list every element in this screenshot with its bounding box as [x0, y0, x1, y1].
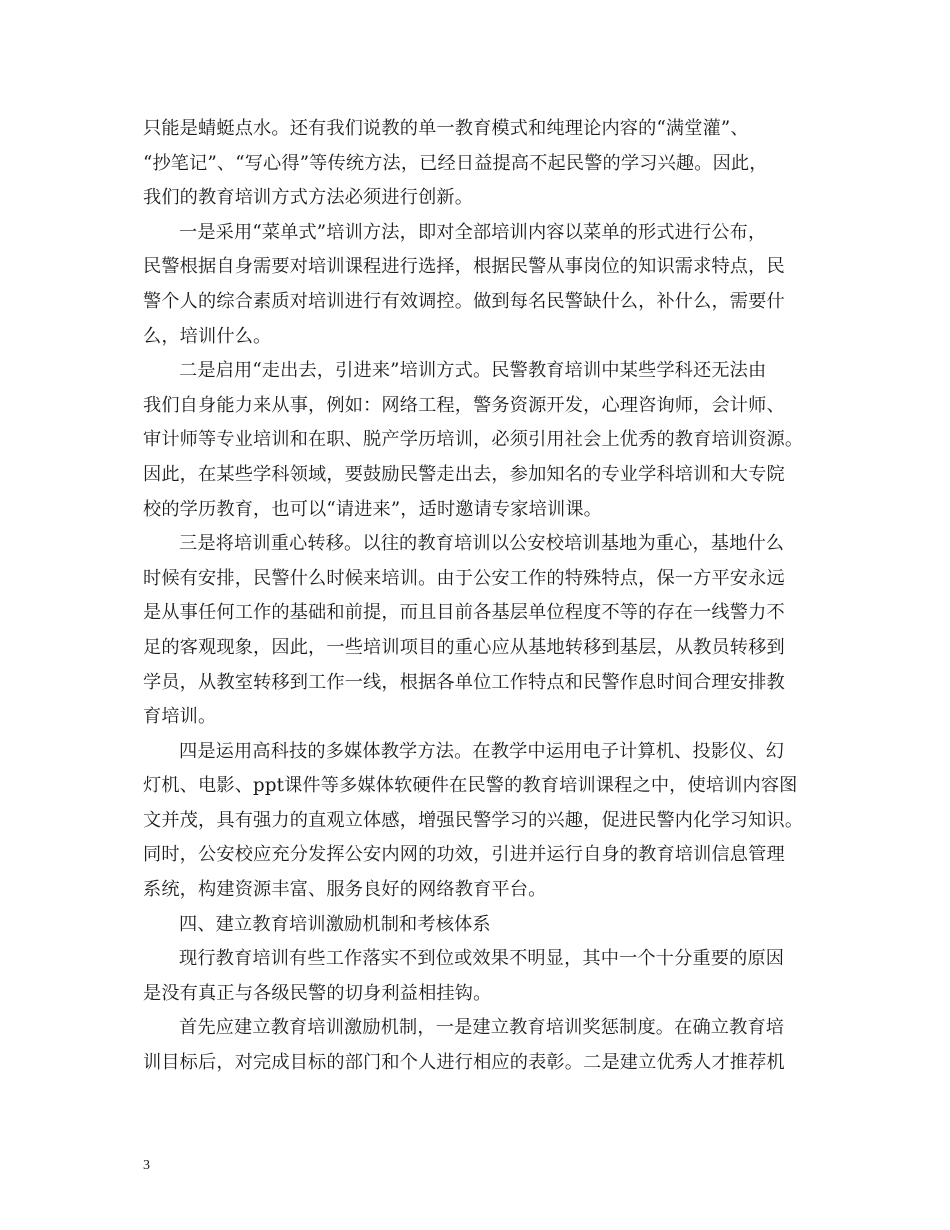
text-line: 时候有安排，民警什么时候来培训。由于公安工作的特殊特点，保一方平安永远: [143, 567, 785, 589]
text-line: 么，培训什么。: [143, 325, 272, 347]
text-line: 是从事任何工作的基础和前提，而且目前各基层单位程度不等的存在一线警力不: [143, 602, 785, 624]
text-line: 校的学历教育，也可以“请进来”，适时邀请专家培训课。: [143, 498, 602, 520]
text-line: “抄笔记”、“写心得”等传统方法，已经日益提高不起民警的学习兴趣。因此，: [143, 152, 768, 174]
paragraph-first-line: 三是将培训重心转移。以往的教育培训以公安校培训基地为重心，基地什么: [179, 533, 785, 555]
text-line: 我们自身能力来从事，例如：网络工程，警务资源开发，心理咨询师，会计师、: [143, 394, 785, 416]
paragraph-first-line: 二是启用“走出去，引进来”培训方式。民警教育培训中某些学科还无法由: [179, 360, 767, 382]
text-line: 足的客观现象，因此，一些培训项目的重心应从基地转移到基层，从教员转移到: [143, 636, 785, 658]
document-body: [143, 112, 833, 1081]
text-line: 学员，从教室转移到工作一线，根据各单位工作特点和民警作息时间合理安排教: [143, 671, 785, 693]
page-number: 3: [143, 1158, 150, 1173]
text-line: 灯机、电影、ppt课件等多媒体软硬件在民警的教育培训课程之中，使培训内容图: [143, 775, 798, 797]
section-heading: 四、建立教育培训激励机制和考核体系: [179, 913, 491, 935]
text-line: 我们的教育培训方式方法必须进行创新。: [143, 187, 474, 209]
text-line: 只能是蜻蜓点水。还有我们说教的单一教育模式和纯理论内容的“满堂灌”、: [143, 118, 749, 139]
text-line: 文并茂，具有强力的直观立体感，增强民警学习的兴趣，促进民警内化学习知识。: [143, 809, 804, 831]
text-line: 审计师等专业培训和在职、脱产学历培训，必须引用社会上优秀的教育培训资源。: [143, 429, 804, 451]
paragraph-first-line: 一是采用“菜单式”培训方法，即对全部培训内容以菜单的形式进行公布，: [179, 221, 767, 243]
text-line: 是没有真正与各级民警的切身利益相挂钩。: [143, 982, 492, 1004]
paragraph-first-line: 首先应建立教育培训激励机制，一是建立教育培训奖惩制度。在确立教育培: [179, 1017, 785, 1039]
paragraph-first-line: 四是运用高科技的多媒体教学方法。在教学中运用电子计算机、投影仪、幻: [179, 740, 785, 762]
text-line: 警个人的综合素质对培训进行有效调控。做到每名民警缺什么，补什么，需要什: [143, 290, 785, 312]
text-line: 同时，公安校应充分发挥公安内网的功效，引进并运行自身的教育培训信息管理: [143, 844, 785, 866]
text-line: 民警根据自身需要对培训课程进行选择，根据民警从事岗位的知识需求特点，民: [143, 256, 785, 278]
paragraph-first-line: 现行教育培训有些工作落实不到位或效果不明显，其中一个十分重要的原因: [179, 948, 785, 970]
text-line: 系统，构建资源丰富、服务良好的网络教育平台。: [143, 879, 547, 901]
text-line: 育培训。: [143, 706, 217, 728]
text-line: 因此，在某些学科领域，要鼓励民警走出去，参加知名的专业学科培训和大专院: [143, 463, 785, 485]
text-line: 训目标后，对完成目标的部门和个人进行相应的表彰。二是建立优秀人才推荐机: [143, 1052, 785, 1074]
